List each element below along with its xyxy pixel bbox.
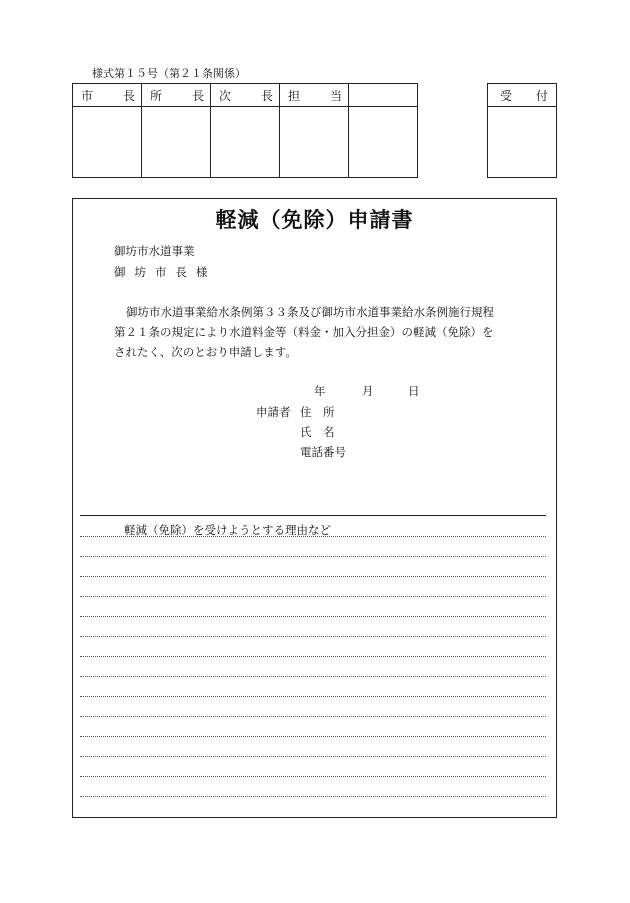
name-label: 氏 名 <box>300 425 335 439</box>
reason-line[interactable] <box>80 536 546 537</box>
reason-heading: 軽減（免除）を受けようとする理由など <box>124 523 331 537</box>
reason-line[interactable] <box>80 596 546 597</box>
approval-header-staff: 担 当 <box>280 84 349 107</box>
stamp-cell-deputy[interactable] <box>211 107 280 178</box>
form-number: 様式第１５号（第２１条関係） <box>92 67 246 80</box>
date-day-label: 日 <box>408 384 420 398</box>
reason-line[interactable] <box>80 656 546 657</box>
stamp-cell-staff[interactable] <box>280 107 349 178</box>
phone-label: 電話番号 <box>300 445 346 459</box>
body-line-2: 第２１条の規定により水道料金等（料金・加入分担金）の軽減（免除）を <box>114 325 494 339</box>
form-title: 軽減（免除）申請書 <box>215 207 414 232</box>
stamp-cell-mayor[interactable] <box>73 107 142 178</box>
reason-line[interactable] <box>80 716 546 717</box>
approval-header-mayor: 市 長 <box>73 84 142 107</box>
applicant-label: 申請者 <box>256 405 291 419</box>
receipt-table <box>487 83 557 178</box>
application-form-box <box>72 198 557 818</box>
approval-header-director: 所 長 <box>142 84 211 107</box>
reason-line[interactable] <box>80 636 546 637</box>
stamp-cell-director[interactable] <box>142 107 211 178</box>
reason-line[interactable] <box>80 576 546 577</box>
receipt-header: 受 付 <box>488 84 557 107</box>
address-label: 住 所 <box>300 405 335 419</box>
date-month-label: 月 <box>362 384 374 398</box>
reason-line[interactable] <box>80 776 546 777</box>
body-line-1: 御坊市水道事業給水条例第３３条及び御坊市水道事業給水条例施行規程 <box>126 305 494 319</box>
approval-stamp-table <box>72 83 418 178</box>
reason-line[interactable] <box>80 736 546 737</box>
addressee-organization: 御坊市水道事業 <box>114 244 195 258</box>
approval-header-blank <box>349 84 418 107</box>
approval-header-deputy: 次 長 <box>211 84 280 107</box>
addressee-name: 御坊市長様 <box>114 265 217 279</box>
reason-line[interactable] <box>80 556 546 557</box>
reason-line[interactable] <box>80 616 546 617</box>
date-year-label: 年 <box>314 384 326 398</box>
receipt-stamp-cell[interactable] <box>488 107 557 178</box>
reason-line[interactable] <box>80 696 546 697</box>
stamp-cell-blank[interactable] <box>349 107 418 178</box>
section-divider <box>80 515 546 516</box>
body-line-3: されたく、次のとおり申請します。 <box>114 345 297 359</box>
reason-line[interactable] <box>80 756 546 757</box>
reason-line[interactable] <box>80 796 546 797</box>
application-body <box>114 302 514 362</box>
reason-line[interactable] <box>80 676 546 677</box>
